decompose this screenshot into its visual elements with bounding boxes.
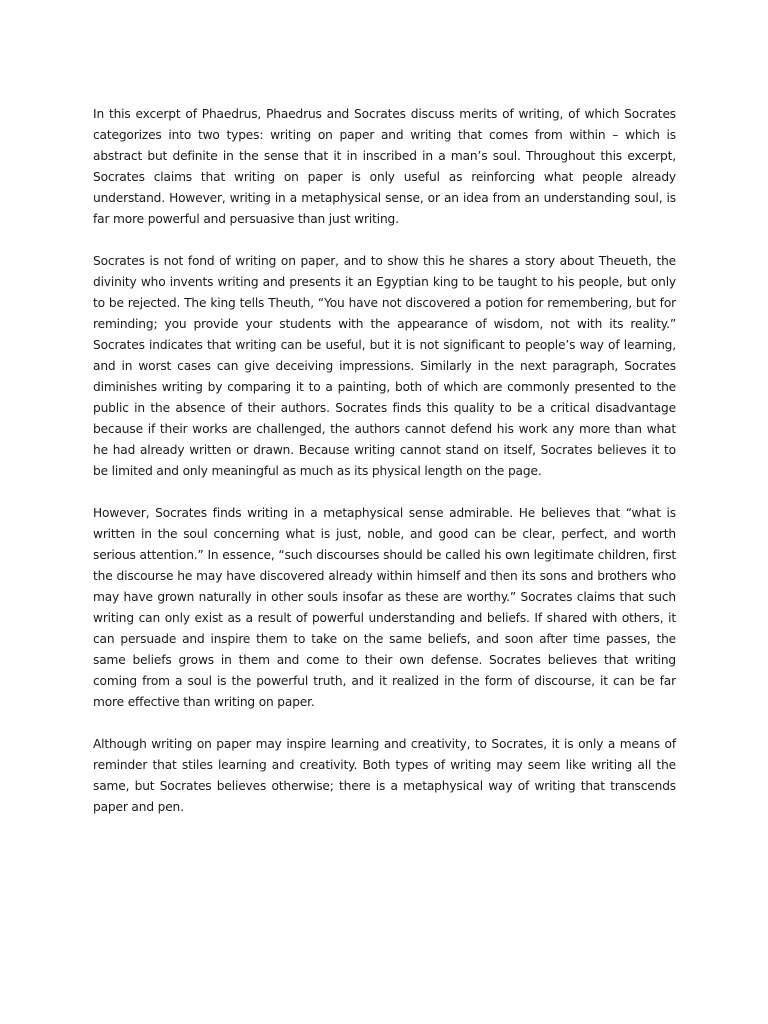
paragraph-4: Although writing on paper may inspire learning and creativity, to Socrates, it is only a means of reminder that stiles learning and creativity. Both types of writing may seem like writing all the same, but Socrates believes otherwise; there is a metaphysical way of writing that transcends paper and pen. (93, 737, 676, 814)
document-body (93, 104, 676, 839)
paragraph-2: Socrates is not fond of writing on paper, and to show this he shares a story about Theueth, the divinity who invents writing and presents it an Egyptian king to be taught to his people, but only to be rejected. The king tells Theuth, “You have not discovered a potion for remembering, but for reminding; you provide your students with the appearance of wisdom, not with its reality.” Socrates indicates that writing can be useful, but it is not significant to people’s way of learning, and in worst cases can give deceiving impressions. Similarly in the next paragraph, Socrates diminishes writing by comparing it to a painting, both of which are commonly presented to the public in the absence of their authors. Socrates finds this quality to be a critical disadvantage because if their works are challenged, the authors cannot defend his work any more than what he had already written or drawn. Because writing cannot stand on itself, Socrates believes it to be limited and only meaningful as much as its physical length on the page. (93, 254, 676, 478)
paragraph-1: In this excerpt of Phaedrus, Phaedrus and Socrates discuss merits of writing, of which Socrates categorizes into two types: writing on paper and writing that comes from within – which is abstract but definite in the sense that it in inscribed in a man’s soul. Throughout this excerpt, Socrates claims that writing on paper is only useful as reinforcing what people already understand. However, writing in a metaphysical sense, or an idea from an understanding soul, is far more powerful and persuasive than just writing. (93, 107, 676, 226)
paragraph-3: However, Socrates finds writing in a metaphysical sense admirable. He believes that “what is written in the soul concerning what is just, noble, and good can be clear, perfect, and worth serious attention.” In essence, “such discourses should be called his own legitimate children, first the discourse he may have discovered already within himself and then its sons and brothers who may have grown naturally in other souls insofar as these are worthy.” Socrates claims that such writing can only exist as a result of powerful understanding and beliefs. If shared with others, it can persuade and inspire them to take on the same beliefs, and soon after time passes, the same beliefs grows in them and come to their own defense. Socrates believes that writing coming from a soul is the powerful truth, and it realized in the form of discourse, it can be far more effective than writing on paper. (93, 506, 676, 709)
